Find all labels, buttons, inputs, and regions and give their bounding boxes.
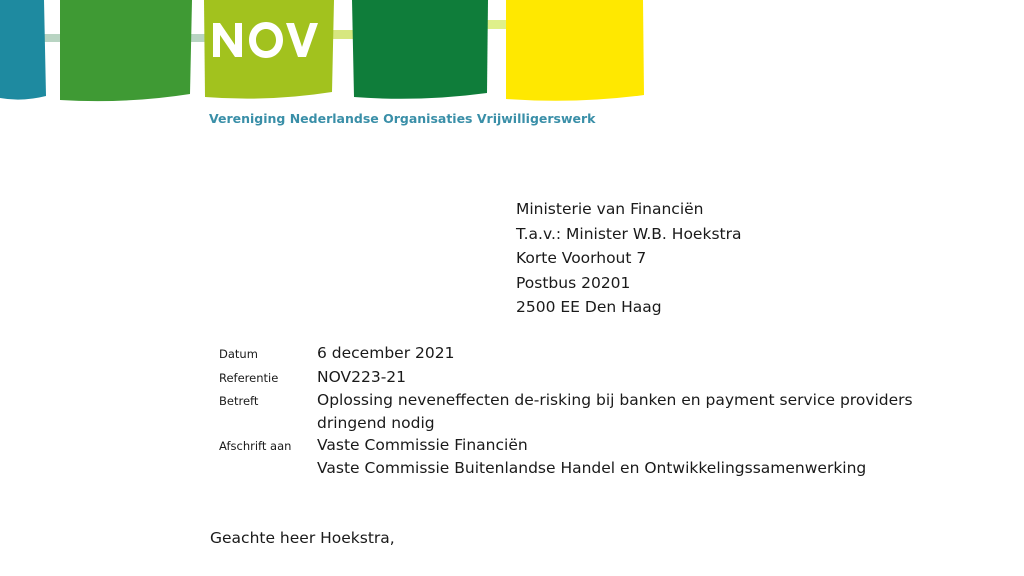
logo-block-lime bbox=[204, 0, 334, 99]
meta-row-betreft bbox=[219, 389, 939, 434]
afschrift-value bbox=[317, 434, 939, 479]
betreft-label: Betreft bbox=[219, 394, 259, 408]
logo-block-teal bbox=[0, 0, 46, 100]
logo-block-dark-green bbox=[352, 0, 488, 99]
logo-link-3 bbox=[330, 30, 356, 39]
datum-text: 6 december 2021 bbox=[317, 344, 455, 362]
betreft-value bbox=[317, 389, 939, 434]
nov-logo-graphic bbox=[0, 0, 660, 110]
recipient-address bbox=[516, 197, 741, 320]
afschrift-label: Afschrift aan bbox=[219, 439, 292, 453]
datum-value bbox=[317, 342, 939, 365]
datum-label: Datum bbox=[219, 347, 258, 361]
betreft-line: Oplossing neveneffecten de-risking bij banken en payment service providers bbox=[317, 391, 913, 409]
recipient-line: 2500 EE Den Haag bbox=[516, 298, 662, 316]
referentie-label: Referentie bbox=[219, 370, 279, 385]
recipient-line: T.a.v.: Minister W.B. Hoekstra bbox=[516, 224, 742, 243]
referentie-value bbox=[317, 366, 939, 389]
referentie-text: NOV223-21 bbox=[317, 367, 407, 386]
logo-tagline: Vereniging Nederlandse Organisaties Vrijwilligerswerk bbox=[209, 111, 596, 126]
letter-metadata bbox=[219, 342, 939, 479]
meta-row-referentie bbox=[219, 366, 939, 390]
nov-logo bbox=[0, 0, 660, 110]
meta-row-datum bbox=[219, 342, 939, 366]
afschrift-line: Vaste Commissie Financiën bbox=[317, 436, 528, 454]
logo-block-green bbox=[60, 0, 192, 101]
recipient-line: Postbus 20201 bbox=[516, 273, 631, 292]
salutation: Geachte heer Hoekstra, bbox=[210, 529, 395, 547]
meta-row-afschrift bbox=[219, 434, 939, 479]
logo-block-yellow bbox=[506, 0, 644, 101]
afschrift-line: Vaste Commissie Buitenlandse Handel en Ontwikkelingssamenwerking bbox=[317, 458, 867, 477]
recipient-line: Ministerie van Financiën bbox=[516, 200, 704, 218]
recipient-line: Korte Voorhout 7 bbox=[516, 249, 647, 267]
betreft-line: dringend nodig bbox=[317, 413, 435, 432]
